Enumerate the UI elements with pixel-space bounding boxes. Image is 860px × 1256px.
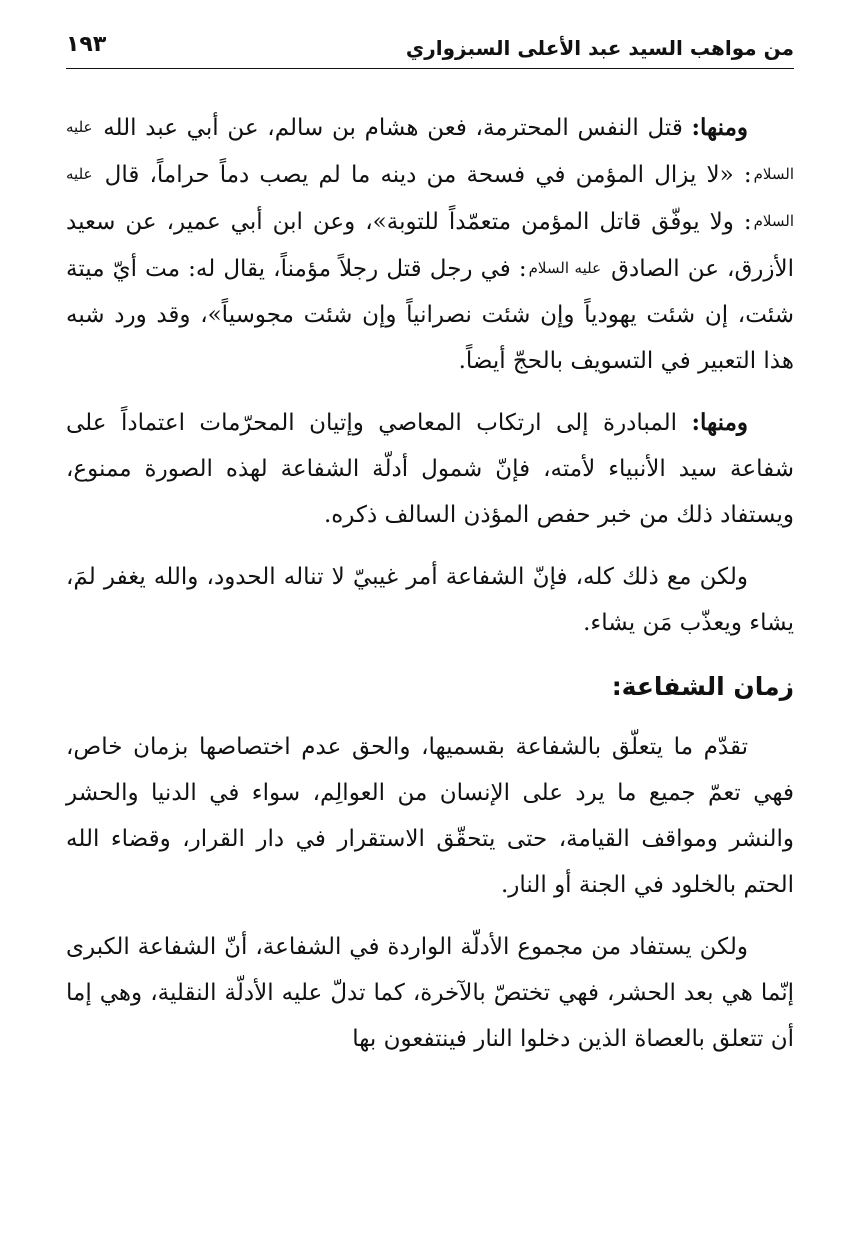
paragraph-1-lead: ومنها: [691,114,748,141]
header-rule [66,68,794,69]
page-number: ١٩٣ [66,32,107,57]
paragraph-1 [66,104,794,384]
paragraph-4: تقدّم ما يتعلّق بالشفاعة بقسميها، والحق عدم اختصاصها بزمان خاص، فهي تعمّ جميع ما يرد على الإنسان من العوالِم، سواء في الدنيا والحشر والنشر ومواقف القيامة، حتى يتحقّق الاستقرار في دار القرار، وقضاء الله الحتم بالخلود في الجنة أو النار. [66,734,794,898]
paragraph-1-part-2: : «لا يزال المؤمن في فسحة من دينه ما لم يصب دماً حراماً، قال [94,162,752,188]
page-body [66,104,794,1062]
paragraph-1-part-4: : في رجل قتل رجلاً مؤمناً، يقال له: مت أيّ ميتة شئت، إن شئت يهودياً وإن شئت نصرانياً وإن شئت مجوسياً»، وقد ورد شبه هذا التعبير في التسويف بالحجّ أيضاً. [66,256,794,374]
paragraph-2-text: المبادرة إلى ارتكاب المعاصي وإتيان المحرّمات اعتماداً على شفاعة سيد الأنبياء لأمته، فإنّ شمول أدلّة الشفاعة لهذه الصورة ممنوع، ويستفاد ذلك من خبر حفص المؤذن السالف ذكره. [66,410,794,528]
book-page [66,0,794,1256]
running-header [66,28,794,68]
book-title: من مواهب السيد عبد الأعلى السبزواري [405,36,794,60]
paragraph-5: ولكن يستفاد من مجموع الأدلّة الواردة في الشفاعة، أنّ الشفاعة الكبرى إنّما هي بعد الحشر، فهي تختصّ بالآخرة، كما تدلّ عليه الأدلّة النقلية، وهي إما أن تتعلق بالعصاة الذين دخلوا النار فينتفعون بها [66,934,794,1052]
section-heading: زمان الشفاعة: [611,672,794,701]
honorific-mark: عليه السلام [66,165,794,230]
paragraph-1-part-1: قتل النفس المحترمة، فعن هشام بن سالم، عن أبي عبد الله [94,115,692,141]
honorific-mark: عليه السلام [66,118,794,183]
paragraph-1-part-3: : ولا يوفّق قاتل المؤمن متعمّداً للتوبة»، وعن ابن أبي عمير، عن سعيد الأزرق، عن الصادق [66,209,795,282]
paragraph-2 [66,400,794,538]
honorific-mark: عليه السلام [528,259,602,277]
paragraph-3: ولكن مع ذلك كله، فإنّ الشفاعة أمر غيبيّ لا تناله الحدود، والله يغفر لمَ، يشاء ويعذّب مَن يشاء. [66,564,794,636]
paragraph-2-lead: ومنها: [691,409,748,436]
